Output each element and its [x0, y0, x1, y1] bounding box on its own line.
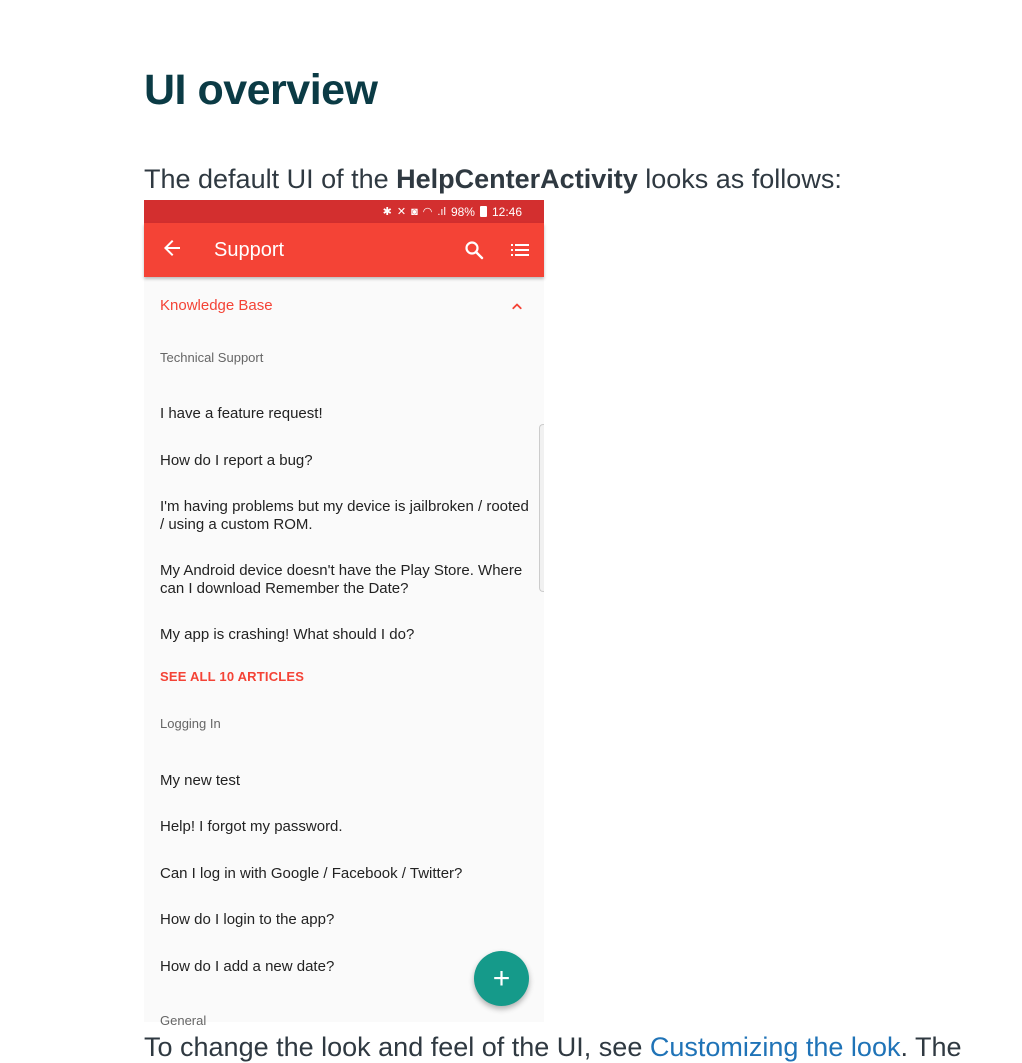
back-arrow-icon[interactable]	[160, 236, 184, 260]
app-bar-title: Support	[214, 239, 285, 261]
page-title: UI overview	[144, 66, 378, 114]
app-bar	[144, 223, 544, 277]
intro-text-after: looks as follows:	[637, 164, 842, 194]
article-item[interactable]: Can I log in with Google / Facebook / Twitter?	[160, 865, 463, 882]
help-center-screenshot	[144, 200, 544, 1028]
status-bar	[144, 200, 544, 223]
category-header: Technical Support	[160, 350, 264, 365]
contact-fab-button[interactable]: +	[474, 951, 529, 1006]
article-item[interactable]: My new test	[160, 772, 241, 789]
category-header: General	[160, 1013, 207, 1028]
bluetooth-icon: ✱	[382, 206, 392, 218]
status-time: 12:46	[491, 204, 522, 219]
article-item[interactable]: Help! I forgot my password.	[160, 818, 343, 835]
battery-icon	[480, 206, 487, 217]
footer-text-after: . The	[900, 1032, 962, 1062]
list-icon[interactable]	[508, 238, 532, 262]
scrollbar-thumb[interactable]	[539, 424, 544, 592]
intro-text-before: The default UI of the	[144, 164, 397, 194]
article-item[interactable]: My Android device doesn't have the Play Store. Where can I download Remember the Date?	[160, 562, 523, 597]
article-item[interactable]: I have a feature request!	[160, 405, 323, 422]
mute-icon: ✕	[396, 206, 407, 218]
article-item[interactable]: My app is crashing! What should I do?	[160, 626, 415, 643]
footer-text-before: To change the look and feel of the UI, see	[144, 1032, 650, 1062]
search-icon[interactable]	[462, 238, 486, 262]
see-all-articles-link[interactable]: SEE ALL 10 ARTICLES	[160, 669, 305, 684]
customizing-look-link[interactable]: Customizing the look	[649, 1032, 901, 1062]
knowledge-base-header[interactable]: Knowledge Base	[160, 297, 273, 314]
intro-paragraph	[144, 164, 842, 195]
signal-icon: .ıl	[437, 205, 446, 218]
chevron-up-icon[interactable]	[508, 297, 526, 315]
footer-paragraph	[144, 1032, 962, 1063]
article-item[interactable]: How do I add a new date?	[160, 958, 335, 975]
wifi-icon: ◠	[422, 206, 433, 218]
intro-activity-name: HelpCenterActivity	[396, 164, 638, 194]
article-item[interactable]: I'm having problems but my device is jailbroken / rooted / using a custom ROM.	[160, 498, 529, 533]
battery-percent: 98%	[450, 204, 475, 219]
category-header: Logging In	[160, 716, 221, 731]
article-item[interactable]: How do I login to the app?	[160, 911, 335, 928]
alarm-icon: ◙	[411, 205, 418, 218]
article-item[interactable]: How do I report a bug?	[160, 452, 313, 469]
